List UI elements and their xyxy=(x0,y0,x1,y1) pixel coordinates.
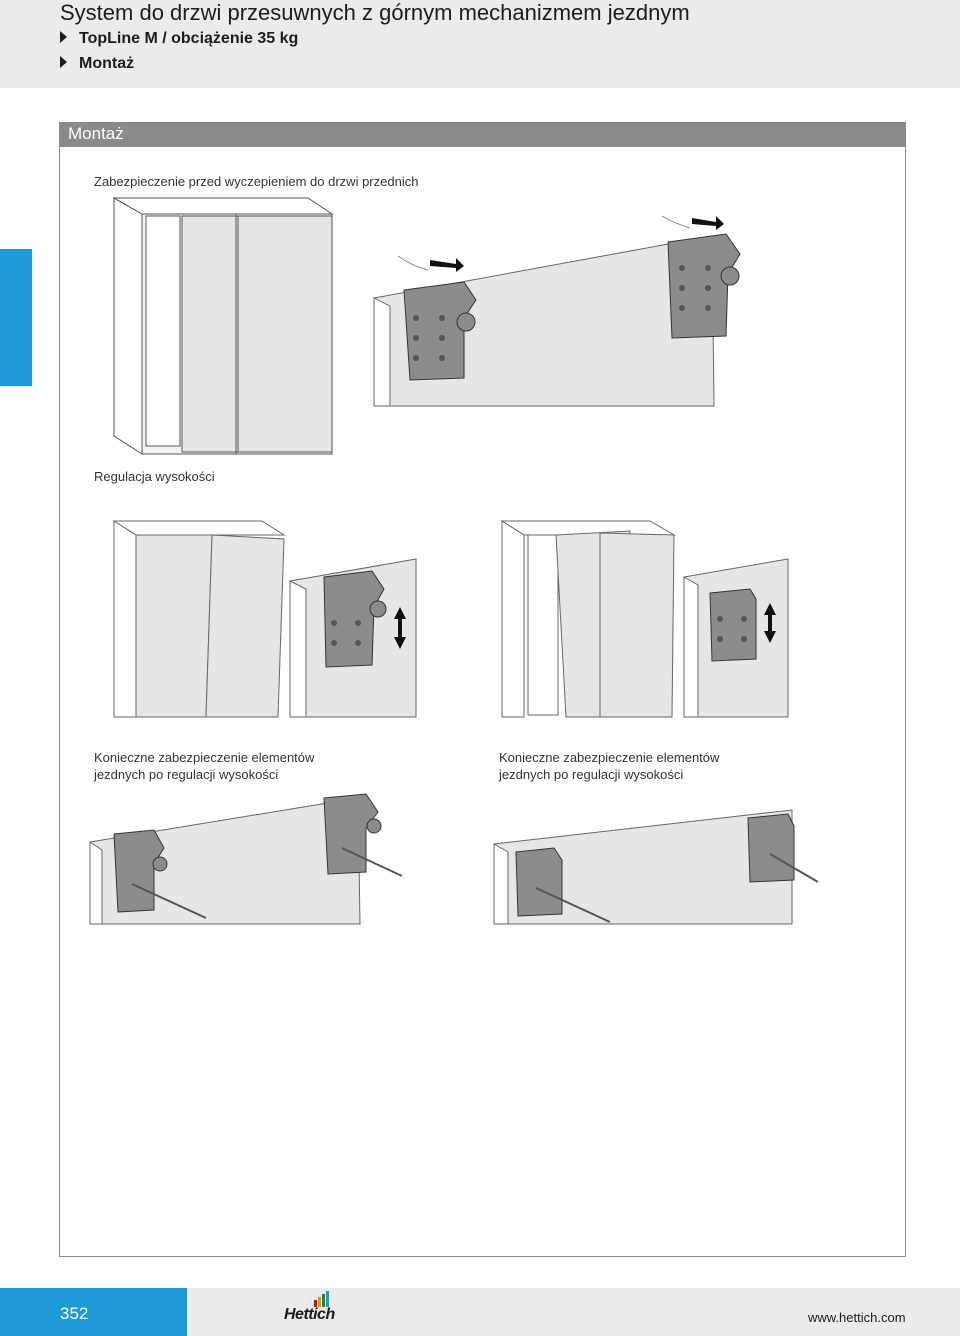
caption-secure-left xyxy=(94,749,314,783)
caption-secure-left-line1: Konieczne zabezpieczenie elementów xyxy=(94,750,315,765)
breadcrumb-section[interactable] xyxy=(60,55,134,73)
height-adjust-left-illustration xyxy=(112,519,418,721)
section-title: Montaż xyxy=(68,124,124,143)
brand-logo: Hettich xyxy=(284,1306,335,1323)
caption-secure-right-line2: jezdnych po regulacji wysokości xyxy=(499,767,684,782)
side-tab-marker xyxy=(0,249,32,386)
triangle-right-icon xyxy=(60,56,67,68)
footer-url[interactable]: www.hettich.com xyxy=(808,1310,906,1325)
triangle-right-icon xyxy=(60,31,67,43)
page-number: 352 xyxy=(60,1304,89,1323)
breadcrumb-product[interactable] xyxy=(60,30,298,48)
caption-anti-derail: Zabezpieczenie przed wyczepieniem do drzwi przednich xyxy=(94,174,419,189)
page-title: System do drzwi przesuwnych z górnym mechanizmem jezdnym xyxy=(60,0,690,25)
caption-secure-left-line2: jezdnych po regulacji wysokości xyxy=(94,767,279,782)
caption-height-adjust: Regulacja wysokości xyxy=(94,469,215,484)
breadcrumb-section-label: Montaż xyxy=(79,55,135,72)
wardrobe-illustration xyxy=(112,196,338,456)
caption-secure-right xyxy=(499,749,719,783)
height-adjust-right-illustration xyxy=(500,519,790,721)
caption-secure-right-line1: Konieczne zabezpieczenie elementów xyxy=(499,750,720,765)
door-roller-anti-derail-illustration xyxy=(372,208,762,410)
secure-rollers-right-illustration xyxy=(492,808,822,926)
hettich-logo-mark-icon xyxy=(312,1291,332,1307)
section-header xyxy=(60,123,906,147)
footer-page-block xyxy=(0,1288,187,1336)
breadcrumb-product-label: TopLine M / obciążenie 35 kg xyxy=(79,30,299,47)
secure-rollers-left-illustration xyxy=(88,790,410,926)
